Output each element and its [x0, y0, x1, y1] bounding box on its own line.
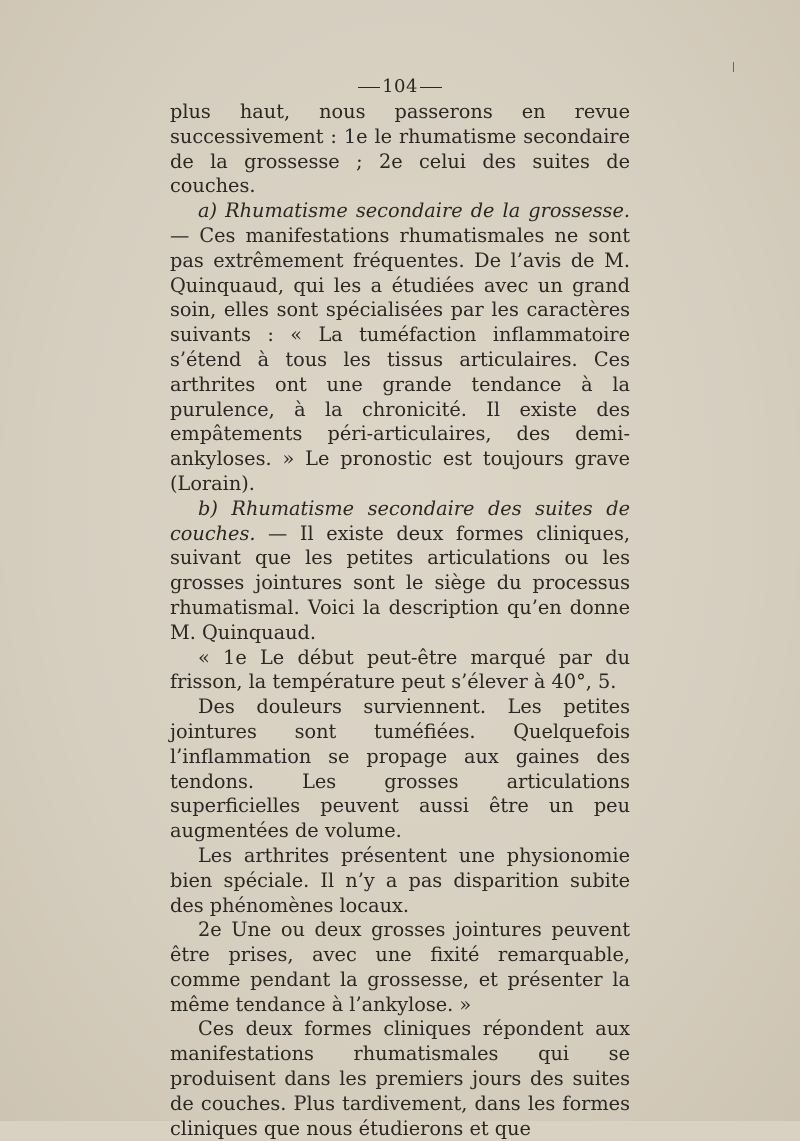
paragraph: 2e Une ou deux grosses jointures peuvent être prises, avec une fixité remarquable, comme pendant la grossesse, et présenter la même tendance à l’ankylose. » [170, 918, 630, 1016]
paragraph: Ces deux formes cliniques répondent aux manifestations rhumatismales qui se produisent dans les premiers jours des suites de couches. Plus tardivement, dans les formes cliniques que nous étudierons et que [170, 1017, 630, 1140]
left-dash [358, 87, 380, 88]
paragraph: a) Rhumatisme secondaire de la grossesse. — Ces manifestations rhumatismales ne sont pas extrêmement fréquentes. De l’avis de M. Quinquaud, qui les a étudiées avec un grand soin, elles sont spécialisées par les caractères suivants : « La tuméfaction inflammatoire s’étend à tous les tissus articulaires. Ces arthrites ont une grande tendance à la purulence, à la chronicité. Il existe des empâtements péri-articulaires, des demi-ankyloses. » Le pronostic est toujours grave (Lorain). [170, 199, 630, 495]
paragraph: plus haut, nous passerons en revue successivement : 1e le rhumatisme secondaire de la grossesse ; 2e celui des suites de couches. [170, 100, 630, 198]
paragraph: Des douleurs surviennent. Les petites jointures sont tuméfiées. Quelquefois l’inflammation se propage aux gaines des tendons. Les grosses articulations superficielles peuvent aussi être un peu augmentées de volume. [170, 695, 630, 843]
page-number [0, 76, 800, 97]
paragraph: b) Rhumatisme secondaire des suites de couches. — Il existe deux formes cliniques, suivant que les petites articulations ou les grosses jointures sont le siège du processus rhumatismal. Voici la description qu’en donne M. Quinquaud. [170, 496, 630, 644]
body-text [170, 100, 630, 1141]
right-dash [420, 87, 442, 88]
margin-mark [733, 62, 734, 72]
paragraph: Les arthrites présentent une physionomie bien spéciale. Il n’y a pas disparition subite des phénomènes locaux. [170, 843, 630, 917]
paragraph: « 1e Le début peut-être marqué par du frisson, la température peut s’élever à 40°, 5. [170, 645, 630, 694]
section-heading: b) Rhumatisme secondaire des suites de couches. [170, 496, 630, 545]
section-heading: a) Rhumatisme secondaire de la grossesse. [198, 199, 630, 223]
page-number-text: 104 [382, 76, 418, 97]
